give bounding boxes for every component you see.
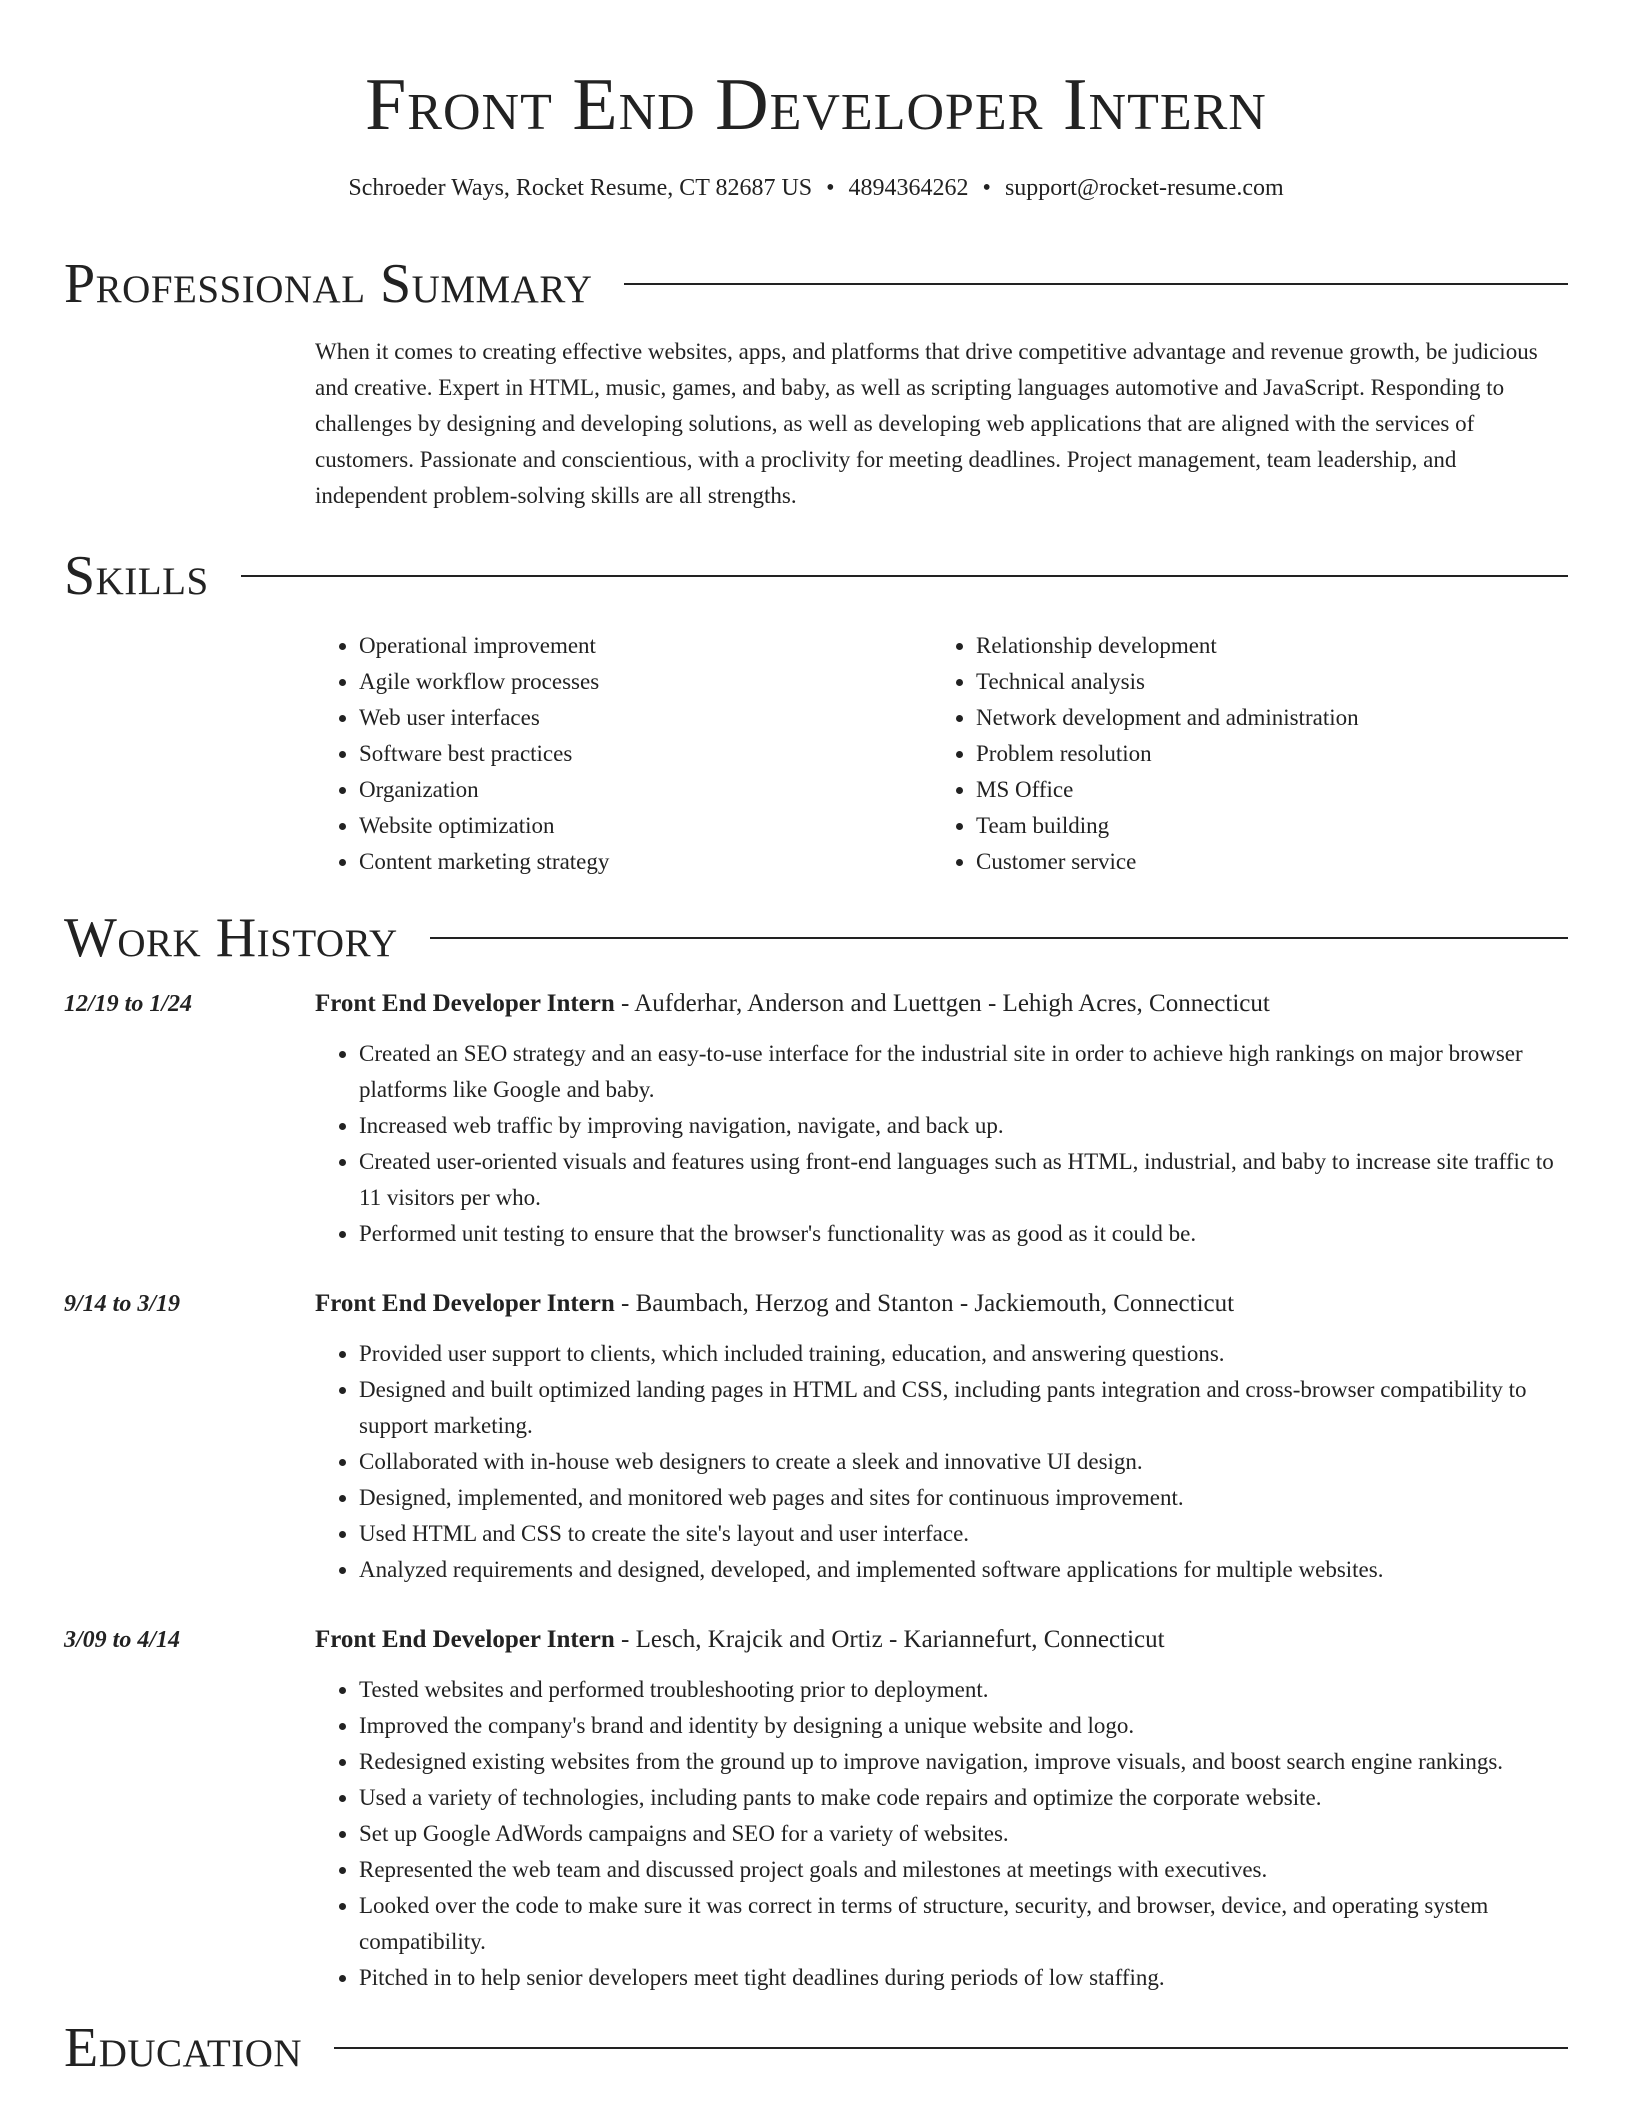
contact-line xyxy=(64,172,1568,204)
job-bullet: • Represented the web team and discussed project goals and milestones at meetings with executives. xyxy=(359,1852,1568,1888)
job-bullet: • Improved the company's brand and identity by designing a unique website and logo. xyxy=(359,1708,1568,1744)
skill-item: • Operational improvement xyxy=(359,628,932,664)
job-title: Front End Developer Intern xyxy=(315,1626,615,1653)
skill-item: • Network development and administration xyxy=(976,700,1549,736)
skill-item: • Team building xyxy=(976,808,1549,844)
job-dates: 9/14 to 3/19 xyxy=(64,1291,181,1317)
skill-item: • Customer service xyxy=(976,844,1549,880)
email: support@rocket-resume.com xyxy=(1004,175,1284,201)
section-divider xyxy=(430,937,1568,939)
job-entry xyxy=(64,986,1568,1252)
job-bullet: • Collaborated with in-house web designers to create a sleek and innovative UI design. xyxy=(359,1444,1568,1480)
skill-item: • Software best practices xyxy=(359,736,932,772)
job-bullet: • Redesigned existing websites from the ground up to improve navigation, improve visuals, and boost search engine rankings. xyxy=(359,1744,1568,1780)
job-dates: 12/19 to 1/24 xyxy=(64,991,193,1017)
address: Schroeder Ways, Rocket Resume, CT 82687 US xyxy=(348,175,813,201)
section-title-summary: Professional Summary xyxy=(64,253,593,315)
skill-item: • Web user interfaces xyxy=(359,700,932,736)
job-entry xyxy=(64,1622,1568,1996)
skills-list xyxy=(315,628,1568,880)
job-bullet: • Set up Google AdWords campaigns and SEO for a variety of websites. xyxy=(359,1816,1568,1852)
job-employer: - Baumbach, Herzog and Stanton - Jackiemouth, Connecticut xyxy=(614,1290,1235,1317)
section-divider xyxy=(334,2047,1568,2049)
skill-item: • Problem resolution xyxy=(976,736,1549,772)
job-title: Front End Developer Intern xyxy=(315,990,615,1017)
job-dates: 3/09 to 4/14 xyxy=(64,1627,181,1653)
job-employer: - Lesch, Krajcik and Ortiz - Kariannefurt, Connecticut xyxy=(614,1626,1165,1653)
skill-item: • Technical analysis xyxy=(976,664,1549,700)
section-title-skills: Skills xyxy=(64,545,209,607)
job-title: Front End Developer Intern xyxy=(315,1290,615,1317)
separator: • xyxy=(826,175,835,201)
skills-column-right xyxy=(932,628,1549,880)
job-bullet: • Tested websites and performed troubleshooting prior to deployment. xyxy=(359,1672,1568,1708)
separator: • xyxy=(982,175,991,201)
skill-item: • Relationship development xyxy=(976,628,1549,664)
summary-text: When it comes to creating effective websites, apps, and platforms that drive competitive advantage and revenue growth, be judicious and creative. Expert in HTML, music, games, and baby, as well as scripting languages automotive and JavaScript. Responding to challenges by designing and developing solutions, as well as developing web applications that are aligned with the services of customers. Passionate and conscientious, with a proclivity for meeting deadlines. Project management, team leadership, and independent problem-solving skills are all strengths. xyxy=(315,339,1538,508)
job-bullet: • Provided user support to clients, which included training, education, and answering questions. xyxy=(359,1336,1568,1372)
job-title-line xyxy=(315,1622,1568,1658)
skills-section-header xyxy=(64,544,1568,608)
section-divider xyxy=(624,283,1568,285)
job-bullet: • Pitched in to help senior developers meet tight deadlines during periods of low staffing. xyxy=(359,1960,1568,1996)
section-title-work: Work History xyxy=(64,907,398,969)
job-bullet: • Increased web traffic by improving navigation, navigate, and back up. xyxy=(359,1108,1568,1144)
job-bullet: • Designed and built optimized landing pages in HTML and CSS, including pants integration and cross-browser compatibility to support marketing. xyxy=(359,1372,1568,1444)
skill-item: • Agile workflow processes xyxy=(359,664,932,700)
job-bullets xyxy=(315,1336,1568,1588)
work-section-header xyxy=(64,906,1568,970)
job-bullet: • Performed unit testing to ensure that the browser's functionality was as good as it could be. xyxy=(359,1216,1568,1252)
job-bullets xyxy=(315,1672,1568,1996)
job-bullet: • Analyzed requirements and designed, developed, and implemented software applications for multiple websites. xyxy=(359,1552,1568,1588)
job-entry xyxy=(64,1286,1568,1588)
job-bullet: • Created an SEO strategy and an easy-to-use interface for the industrial site in order to achieve high rankings on major browser platforms like Google and baby. xyxy=(359,1036,1568,1108)
candidate-name: Front End Developer Intern xyxy=(365,64,1267,146)
skill-item: • MS Office xyxy=(976,772,1549,808)
skills-column-left xyxy=(315,628,932,880)
skill-item: • Content marketing strategy xyxy=(359,844,932,880)
job-title-line xyxy=(315,986,1568,1022)
phone: 4894364262 xyxy=(848,175,969,201)
job-bullet: • Used HTML and CSS to create the site's layout and user interface. xyxy=(359,1516,1568,1552)
skill-item: • Website optimization xyxy=(359,808,932,844)
job-employer: - Aufderhar, Anderson and Luettgen - Lehigh Acres, Connecticut xyxy=(614,990,1270,1017)
section-divider xyxy=(241,575,1568,577)
job-bullet: • Looked over the code to make sure it was correct in terms of structure, security, and browser, device, and operating system compatibility. xyxy=(359,1888,1568,1960)
education-section-header xyxy=(64,2016,1568,2080)
job-title-line xyxy=(315,1286,1568,1322)
job-bullets xyxy=(315,1036,1568,1252)
skill-item: • Organization xyxy=(359,772,932,808)
job-bullet: • Used a variety of technologies, including pants to make code repairs and optimize the corporate website. xyxy=(359,1780,1568,1816)
summary-section-header xyxy=(64,252,1568,316)
job-bullet: • Created user-oriented visuals and features using front-end languages such as HTML, industrial, and baby to increase site traffic to 11 visitors per who. xyxy=(359,1144,1568,1216)
section-title-education: Education xyxy=(64,2017,303,2079)
job-bullet: • Designed, implemented, and monitored web pages and sites for continuous improvement. xyxy=(359,1480,1568,1516)
